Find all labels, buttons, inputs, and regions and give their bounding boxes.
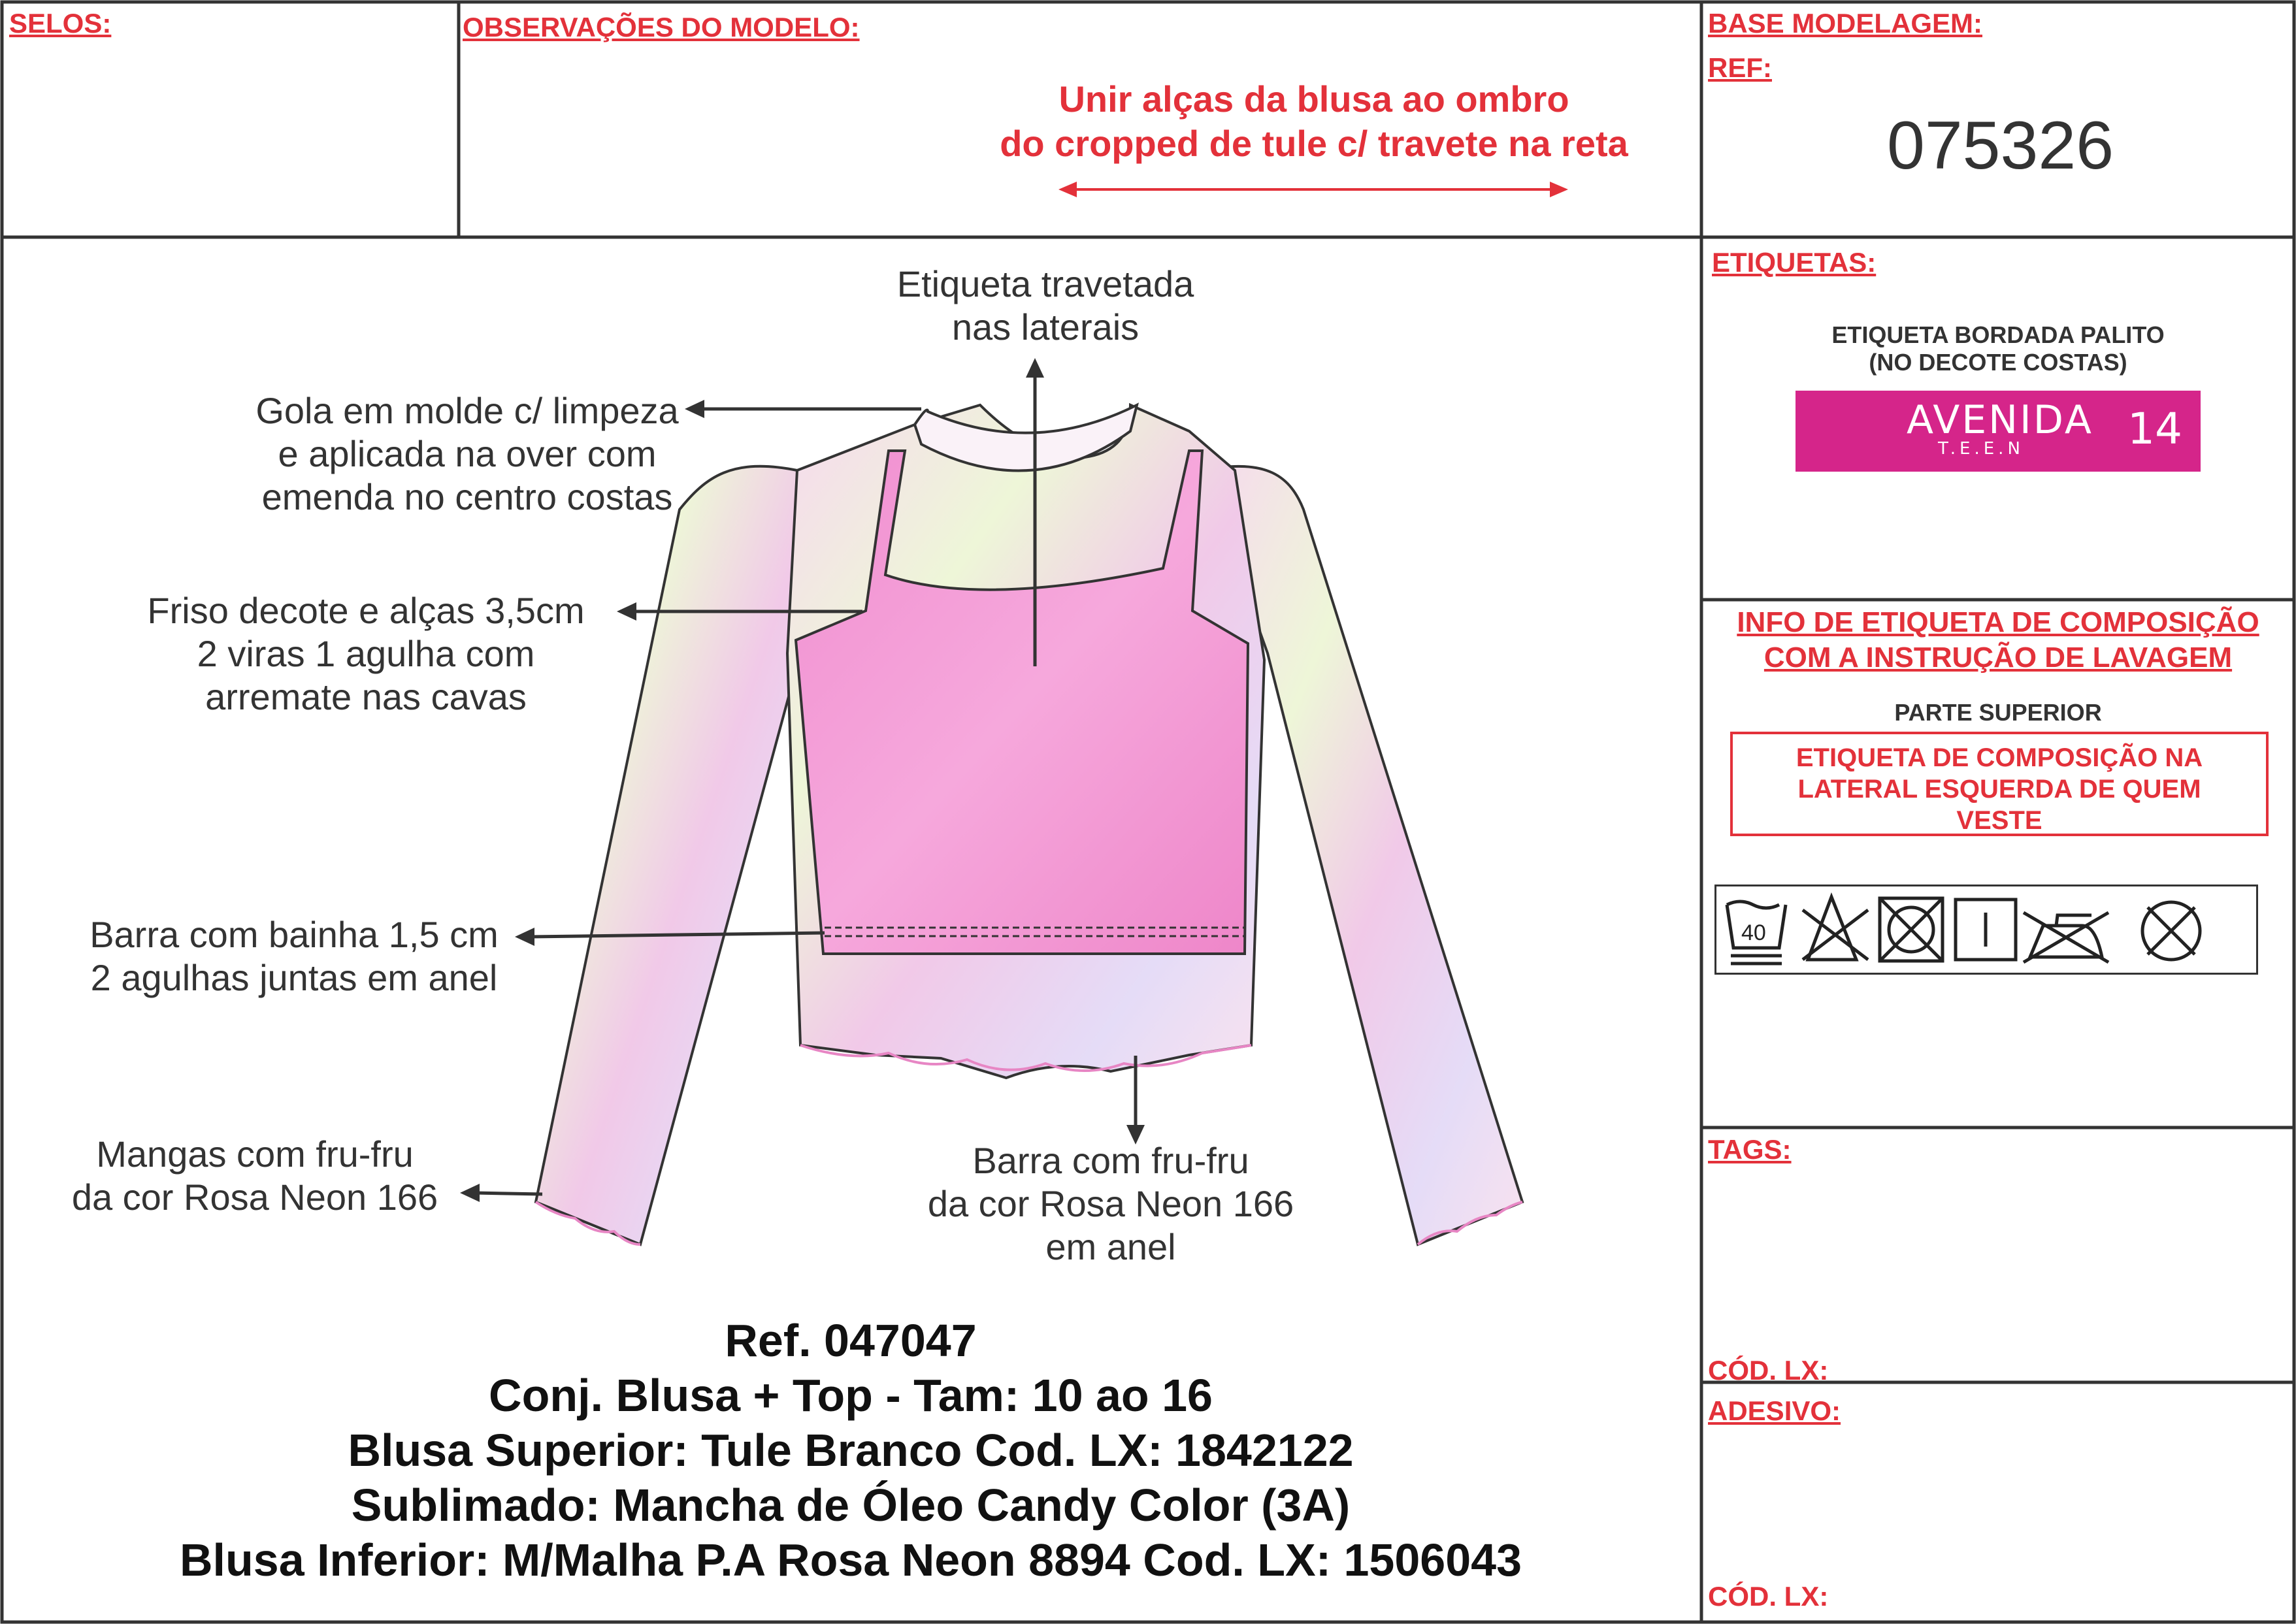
annotation-mangas-line1: Mangas com fru-fru (96, 1133, 414, 1175)
line-dry-icon (1956, 900, 2016, 960)
annotation-gola-line2: e aplicada na over com (278, 433, 657, 474)
annotation-barra-frufru-line3: em anel (1045, 1226, 1176, 1267)
info-composicao-line2: COM A INSTRUÇÃO DE LAVAGEM (1763, 641, 2233, 674)
annotation-barra-frufru-line2: da cor Rosa Neon 166 (927, 1183, 1294, 1224)
etiqueta-desc-line2: (NO DECOTE COSTAS) (1869, 349, 2127, 376)
composicao-line2: LATERAL ESQUERDA DE QUEM (1797, 775, 2201, 804)
wash-temp: 40 (1741, 920, 1766, 945)
ref-value: 075326 (1887, 108, 2114, 184)
wash-40-icon (1727, 901, 1786, 964)
cod-lx-label-adesivo: CÓD. LX: (1708, 1581, 1829, 1612)
annotation-mangas-line2: da cor Rosa Neon 166 (71, 1177, 438, 1218)
annotation-barra-line2: 2 agulhas juntas em anel (90, 957, 498, 998)
product-title-block (0, 1313, 1701, 1587)
no-bleach-icon (1803, 897, 1868, 960)
care-symbols (1716, 886, 2260, 977)
etiqueta-desc-line1: ETIQUETA BORDADA PALITO (1831, 321, 2165, 348)
annotation-friso-line3: arremate nas cavas (205, 676, 527, 717)
brand-logo-label (1796, 391, 2201, 472)
base-modelagem-label: BASE MODELAGEM: (1708, 8, 1982, 39)
logo-subword: T.E.E.N (1938, 439, 2024, 459)
no-dry-clean-icon (2142, 902, 2200, 960)
annotation-friso-line1: Friso decote e alças 3,5cm (147, 590, 585, 631)
title-conjunto: Conj. Blusa + Top - Tam: 10 ao 16 (489, 1370, 1213, 1421)
logo-number: 14 (2127, 404, 2182, 454)
composicao-line1: ETIQUETA DE COMPOSIÇÃO NA (1796, 743, 2203, 772)
logo-word: AVENIDA (1907, 397, 2093, 443)
annotation-friso-line2: 2 viras 1 agulha com (197, 633, 535, 674)
no-iron-icon (2024, 913, 2108, 962)
annotation-barra-frufru-line1: Barra com fru-fru (972, 1140, 1249, 1181)
composicao-line3: VESTE (1956, 806, 2042, 835)
composicao-box (1730, 732, 2269, 836)
annotation-barra-line1: Barra com bainha 1,5 cm (90, 914, 499, 955)
parte-superior-label: PARTE SUPERIOR (1894, 699, 2102, 726)
cod-lx-label-tags: CÓD. LX: (1708, 1355, 1829, 1386)
no-tumble-dry-icon (1880, 898, 1943, 961)
annotation-etiqueta-line1: Etiqueta travetada (896, 263, 1194, 304)
selos-label: SELOS: (9, 8, 112, 39)
observacoes-label: OBSERVAÇÕES DO MODELO: (463, 12, 860, 42)
care-symbols-strip (1714, 885, 2258, 975)
ref-label: REF: (1708, 52, 1772, 83)
annotation-gola-line1: Gola em molde c/ limpeza (255, 390, 679, 431)
annotation-gola-line3: emenda no centro costas (261, 476, 673, 517)
title-sublimado: Sublimado: Mancha de Óleo Candy Color (3A) (351, 1480, 1351, 1531)
observacoes-note-line2: do cropped de tule c/ travete na reta (1000, 123, 1628, 164)
tags-label: TAGS: (1708, 1134, 1792, 1165)
adesivo-label: ADESIVO: (1708, 1395, 1841, 1426)
info-composicao-line1: INFO DE ETIQUETA DE COMPOSIÇÃO (1737, 606, 2259, 638)
etiquetas-label: ETIQUETAS: (1712, 247, 1877, 278)
title-ref: Ref. 047047 (725, 1315, 977, 1366)
annotation-etiqueta-line2: nas laterais (951, 306, 1140, 348)
title-blusa-superior: Blusa Superior: Tule Branco Cod. LX: 1842122 (348, 1425, 1354, 1476)
observacoes-note-line1: Unir alças da blusa ao ombro (1058, 78, 1569, 120)
title-blusa-inferior: Blusa Inferior: M/Malha P.A Rosa Neon 8894 Cod. LX: 1506043 (180, 1535, 1522, 1585)
